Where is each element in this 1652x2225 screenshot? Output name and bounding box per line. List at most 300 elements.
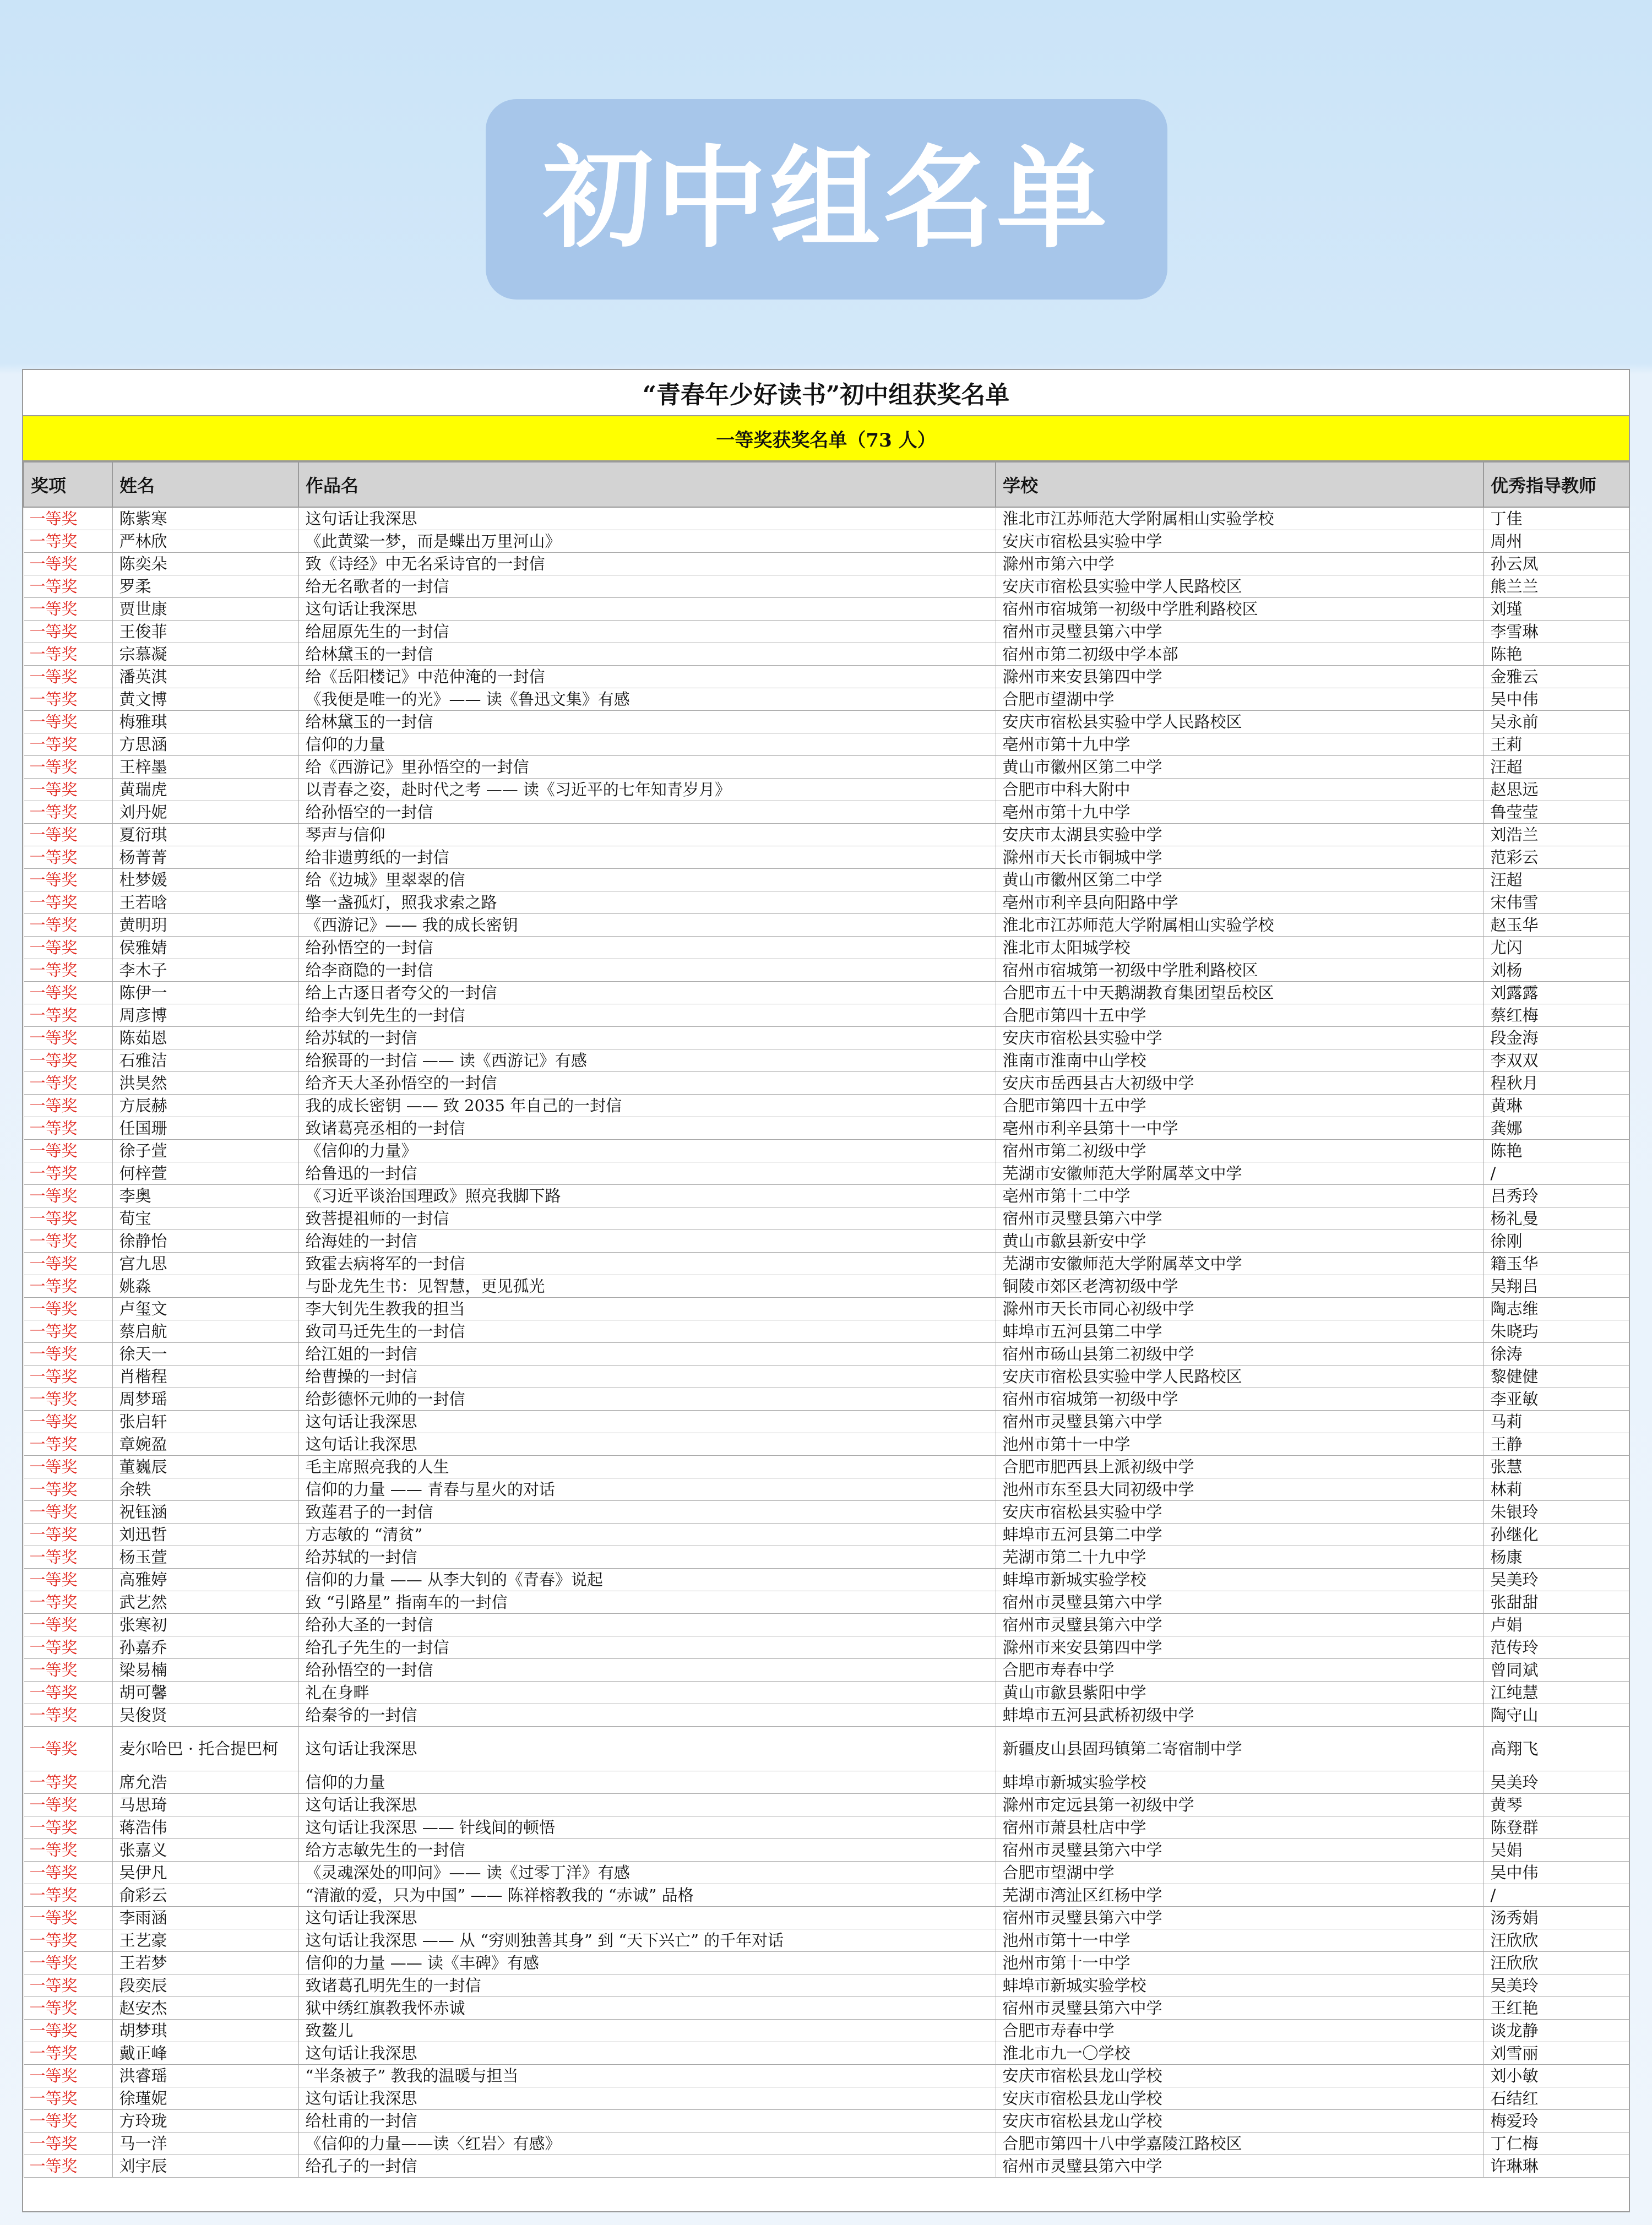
award-cell: 一等奖	[24, 1816, 112, 1839]
name-cell: 胡可馨	[112, 1682, 298, 1704]
name-cell: 王若晗	[112, 891, 298, 914]
table-row	[24, 507, 1629, 530]
work-cell: 致诸葛亮丞相的一封信	[298, 1117, 996, 1140]
work-cell: 给上古逐日者夸父的一封信	[298, 982, 996, 1004]
award-cell: 一等奖	[24, 1478, 112, 1501]
header-banner	[486, 99, 1167, 300]
table-row	[24, 1456, 1629, 1478]
table-row	[24, 2132, 1629, 2155]
teacher-cell: 马莉	[1483, 1411, 1629, 1433]
award-cell: 一等奖	[24, 1929, 112, 1952]
award-cell: 一等奖	[24, 824, 112, 846]
name-cell: 徐天一	[112, 1343, 298, 1366]
name-cell: 梅雅琪	[112, 711, 298, 733]
teacher-cell: 徐刚	[1483, 1230, 1629, 1253]
table-row	[24, 1727, 1629, 1771]
award-cell: 一等奖	[24, 1974, 112, 1997]
teacher-cell: 程秋月	[1483, 1072, 1629, 1095]
name-cell: 方思涵	[112, 733, 298, 756]
school-cell: 安庆市宿松县实验中学人民路校区	[996, 575, 1483, 598]
teacher-cell: 陶守山	[1483, 1704, 1629, 1727]
name-cell: 李木子	[112, 959, 298, 982]
school-cell: 宿州市灵璧县第六中学	[996, 1207, 1483, 1230]
school-cell: 宿州市宿城第一初级中学胜利路校区	[996, 598, 1483, 621]
work-cell: 给猴哥的一封信 —— 读《西游记》有感	[298, 1049, 996, 1072]
work-cell: 给孔子的一封信	[298, 2155, 996, 2178]
table-row	[24, 891, 1629, 914]
school-cell: 蚌埠市五河县第二中学	[996, 1320, 1483, 1343]
name-cell: 徐静怡	[112, 1230, 298, 1253]
teacher-cell: 徐涛	[1483, 1343, 1629, 1366]
name-cell: 俞彩云	[112, 1884, 298, 1907]
school-cell: 合肥市中科大附中	[996, 779, 1483, 801]
work-cell: 方志敏的 “清贫”	[298, 1524, 996, 1546]
teacher-cell: 吴永前	[1483, 711, 1629, 733]
award-cell: 一等奖	[24, 1524, 112, 1546]
teacher-cell: 刘瑾	[1483, 598, 1629, 621]
table-row	[24, 1275, 1629, 1298]
award-cell: 一等奖	[24, 1433, 112, 1456]
name-cell: 张嘉义	[112, 1839, 298, 1862]
table-row	[24, 1027, 1629, 1049]
school-cell: 宿州市第二初级中学本部	[996, 643, 1483, 666]
table-row	[24, 2042, 1629, 2065]
table-row	[24, 1614, 1629, 1636]
table-row	[24, 2087, 1629, 2110]
school-cell: 宿州市砀山县第二初级中学	[996, 1343, 1483, 1366]
table-row	[24, 1072, 1629, 1095]
table-row	[24, 1117, 1629, 1140]
name-cell: 张启轩	[112, 1411, 298, 1433]
name-cell: 王梓墨	[112, 756, 298, 779]
table-row	[24, 982, 1629, 1004]
header-work: 作品名	[298, 462, 996, 507]
work-cell: “清澈的爱，只为中国” —— 陈祥榕教我的 “赤诚” 品格	[298, 1884, 996, 1907]
school-cell: 滁州市来安县第四中学	[996, 1636, 1483, 1659]
teacher-cell: 籍玉华	[1483, 1253, 1629, 1275]
teacher-cell: 刘小敏	[1483, 2065, 1629, 2087]
work-cell: 礼在身畔	[298, 1682, 996, 1704]
table-row	[24, 846, 1629, 869]
work-cell: 这句话让我深思 —— 从 “穷则独善其身” 到 “天下兴亡” 的千年对话	[298, 1929, 996, 1952]
work-cell: 这句话让我深思	[298, 2087, 996, 2110]
award-cell: 一等奖	[24, 507, 112, 530]
school-cell: 滁州市来安县第四中学	[996, 666, 1483, 688]
teacher-cell: 周州	[1483, 530, 1629, 553]
table-row	[24, 869, 1629, 891]
school-cell: 合肥市望湖中学	[996, 688, 1483, 711]
work-cell: 《我便是唯一的光》—— 读《鲁迅文集》有感	[298, 688, 996, 711]
award-cell: 一等奖	[24, 1411, 112, 1433]
work-cell: 给齐天大圣孙悟空的一封信	[298, 1072, 996, 1095]
name-cell: 杜梦媛	[112, 869, 298, 891]
award-cell: 一等奖	[24, 1501, 112, 1524]
table-row	[24, 1816, 1629, 1839]
table-row	[24, 711, 1629, 733]
teacher-cell: 陈登群	[1483, 1816, 1629, 1839]
work-cell: 给海娃的一封信	[298, 1230, 996, 1253]
award-cell: 一等奖	[24, 1907, 112, 1929]
table-row	[24, 1298, 1629, 1320]
name-cell: 王若梦	[112, 1952, 298, 1974]
school-cell: 淮北市江苏师范大学附属相山实验学校	[996, 914, 1483, 937]
work-cell: 信仰的力量	[298, 1771, 996, 1794]
award-cell: 一等奖	[24, 1388, 112, 1411]
table-row	[24, 1907, 1629, 1929]
teacher-cell: 赵玉华	[1483, 914, 1629, 937]
work-cell: 给孙悟空的一封信	[298, 1659, 996, 1682]
name-cell: 刘宇辰	[112, 2155, 298, 2178]
award-cell: 一等奖	[24, 1794, 112, 1816]
school-cell: 宿州市灵璧县第六中学	[996, 1839, 1483, 1862]
work-cell: 这句话让我深思	[298, 1433, 996, 1456]
teacher-cell: 范传玲	[1483, 1636, 1629, 1659]
name-cell: 姚淼	[112, 1275, 298, 1298]
award-cell: 一等奖	[24, 1343, 112, 1366]
work-cell: 李大钊先生教我的担当	[298, 1298, 996, 1320]
work-cell: 信仰的力量 —— 从李大钊的《青春》说起	[298, 1569, 996, 1591]
name-cell: 刘迅哲	[112, 1524, 298, 1546]
table-row	[24, 937, 1629, 959]
award-cell: 一等奖	[24, 869, 112, 891]
award-cell: 一等奖	[24, 779, 112, 801]
teacher-cell: 朱银玲	[1483, 1501, 1629, 1524]
table-row	[24, 1343, 1629, 1366]
school-cell: 宿州市灵璧县第六中学	[996, 1614, 1483, 1636]
name-cell: 周彦博	[112, 1004, 298, 1027]
table-row	[24, 1862, 1629, 1884]
work-cell: 这句话让我深思	[298, 598, 996, 621]
award-cell: 一等奖	[24, 1275, 112, 1298]
teacher-cell: 江纯慧	[1483, 1682, 1629, 1704]
teacher-cell: 刘露露	[1483, 982, 1629, 1004]
name-cell: 徐瑾妮	[112, 2087, 298, 2110]
name-cell: 贾世康	[112, 598, 298, 621]
teacher-cell: 汪欣欣	[1483, 1952, 1629, 1974]
teacher-cell: 汪超	[1483, 869, 1629, 891]
teacher-cell: 李双双	[1483, 1049, 1629, 1072]
school-cell: 淮北市江苏师范大学附属相山实验学校	[996, 507, 1483, 530]
name-cell: 黄文博	[112, 688, 298, 711]
table-row	[24, 1659, 1629, 1682]
award-cell: 一等奖	[24, 1862, 112, 1884]
teacher-cell: 吴翔吕	[1483, 1275, 1629, 1298]
name-cell: 何梓萱	[112, 1162, 298, 1185]
name-cell: 宫九思	[112, 1253, 298, 1275]
table-row	[24, 1771, 1629, 1794]
school-cell: 亳州市利辛县向阳路中学	[996, 891, 1483, 914]
award-cell: 一等奖	[24, 711, 112, 733]
work-cell: 《习近平谈治国理政》照亮我脚下路	[298, 1185, 996, 1207]
name-cell: 陈伊一	[112, 982, 298, 1004]
table-row	[24, 959, 1629, 982]
teacher-cell: 金雅云	[1483, 666, 1629, 688]
work-cell: 《此黄粱一梦，而是蝶出万里河山》	[298, 530, 996, 553]
table-row	[24, 1185, 1629, 1207]
award-cell: 一等奖	[24, 1839, 112, 1862]
award-cell: 一等奖	[24, 1614, 112, 1636]
name-cell: 戴正峰	[112, 2042, 298, 2065]
name-cell: 陈奕朵	[112, 553, 298, 575]
award-cell: 一等奖	[24, 914, 112, 937]
school-cell: 黄山市徽州区第二中学	[996, 756, 1483, 779]
award-cell: 一等奖	[24, 575, 112, 598]
table-row	[24, 598, 1629, 621]
work-cell: 给《西游记》里孙悟空的一封信	[298, 756, 996, 779]
table-row	[24, 801, 1629, 824]
award-cell: 一等奖	[24, 1253, 112, 1275]
award-table	[23, 461, 1630, 2178]
name-cell: 高雅婷	[112, 1569, 298, 1591]
table-row	[24, 1997, 1629, 2020]
name-cell: 孙嘉乔	[112, 1636, 298, 1659]
table-row	[24, 1952, 1629, 1974]
work-cell: 信仰的力量 —— 青春与星火的对话	[298, 1478, 996, 1501]
work-cell: 《西游记》—— 我的成长密钥	[298, 914, 996, 937]
header-teacher: 优秀指导教师	[1483, 462, 1629, 507]
school-cell: 池州市第十一中学	[996, 1952, 1483, 1974]
teacher-cell: 吴美玲	[1483, 1569, 1629, 1591]
school-cell: 滁州市天长市同心初级中学	[996, 1298, 1483, 1320]
school-cell: 新疆皮山县固玛镇第二寄宿制中学	[996, 1727, 1483, 1771]
name-cell: 宗慕凝	[112, 643, 298, 666]
school-cell: 芜湖市第二十九中学	[996, 1546, 1483, 1569]
banner-title: 初中组名单	[542, 135, 1110, 263]
name-cell: 洪昊然	[112, 1072, 298, 1095]
name-cell: 陈茹恩	[112, 1027, 298, 1049]
table-row	[24, 2155, 1629, 2178]
work-cell: 致《诗经》中无名采诗官的一封信	[298, 553, 996, 575]
award-cell: 一等奖	[24, 2087, 112, 2110]
school-cell: 蚌埠市五河县武桥初级中学	[996, 1704, 1483, 1727]
teacher-cell: 孙继化	[1483, 1524, 1629, 1546]
work-cell: 给曹操的一封信	[298, 1366, 996, 1388]
teacher-cell: 李雪琳	[1483, 621, 1629, 643]
work-cell: 与卧龙先生书：见智慧，更见孤光	[298, 1275, 996, 1298]
teacher-cell: 陈艳	[1483, 643, 1629, 666]
school-cell: 蚌埠市新城实验学校	[996, 1569, 1483, 1591]
table-header-row	[24, 462, 1629, 507]
school-cell: 黄山市歙县紫阳中学	[996, 1682, 1483, 1704]
school-cell: 亳州市第十九中学	[996, 801, 1483, 824]
work-cell: 给屈原先生的一封信	[298, 621, 996, 643]
award-cell: 一等奖	[24, 801, 112, 824]
work-cell: 致莲君子的一封信	[298, 1501, 996, 1524]
work-cell: 给苏轼的一封信	[298, 1546, 996, 1569]
work-cell: 这句话让我深思	[298, 1907, 996, 1929]
school-cell: 黄山市歙县新安中学	[996, 1230, 1483, 1253]
name-cell: 侯雅婧	[112, 937, 298, 959]
school-cell: 安庆市宿松县实验中学人民路校区	[996, 711, 1483, 733]
table-row	[24, 621, 1629, 643]
teacher-cell: 杨康	[1483, 1546, 1629, 1569]
award-cell: 一等奖	[24, 1727, 112, 1771]
name-cell: 方辰赫	[112, 1095, 298, 1117]
work-cell: 致霍去病将军的一封信	[298, 1253, 996, 1275]
school-cell: 安庆市宿松县实验中学人民路校区	[996, 1366, 1483, 1388]
name-cell: 严林欣	[112, 530, 298, 553]
award-cell: 一等奖	[24, 643, 112, 666]
school-cell: 滁州市第六中学	[996, 553, 1483, 575]
school-cell: 淮北市太阳城学校	[996, 937, 1483, 959]
school-cell: 亳州市利辛县第十一中学	[996, 1117, 1483, 1140]
name-cell: 周梦瑶	[112, 1388, 298, 1411]
school-cell: 安庆市宿松县龙山学校	[996, 2110, 1483, 2132]
award-cell: 一等奖	[24, 1004, 112, 1027]
work-cell: 致 “引路星” 指南车的一封信	[298, 1591, 996, 1614]
school-cell: 宿州市灵璧县第六中学	[996, 1997, 1483, 2020]
work-cell: 给方志敏先生的一封信	[298, 1839, 996, 1862]
teacher-cell: /	[1483, 1162, 1629, 1185]
award-cell: 一等奖	[24, 1546, 112, 1569]
award-cell: 一等奖	[24, 1952, 112, 1974]
school-cell: 宿州市灵璧县第六中学	[996, 1907, 1483, 1929]
work-cell: 给彭德怀元帅的一封信	[298, 1388, 996, 1411]
work-cell: 这句话让我深思	[298, 2042, 996, 2065]
award-cell: 一等奖	[24, 1298, 112, 1320]
award-cell: 一等奖	[24, 1207, 112, 1230]
name-cell: 余轶	[112, 1478, 298, 1501]
table-row	[24, 1794, 1629, 1816]
table-row	[24, 756, 1629, 779]
teacher-cell: 黎健健	[1483, 1366, 1629, 1388]
award-cell: 一等奖	[24, 1997, 112, 2020]
award-list-sheet	[22, 369, 1630, 2212]
teacher-cell: 卢娟	[1483, 1614, 1629, 1636]
name-cell: 王艺豪	[112, 1929, 298, 1952]
work-cell: 给《岳阳楼记》中范仲淹的一封信	[298, 666, 996, 688]
award-cell: 一等奖	[24, 1456, 112, 1478]
award-cell: 一等奖	[24, 1117, 112, 1140]
table-row	[24, 1929, 1629, 1952]
name-cell: 刘丹妮	[112, 801, 298, 824]
school-cell: 蚌埠市新城实验学校	[996, 1974, 1483, 1997]
award-cell: 一等奖	[24, 1569, 112, 1591]
school-cell: 滁州市天长市铜城中学	[996, 846, 1483, 869]
table-row	[24, 2020, 1629, 2042]
teacher-cell: /	[1483, 1884, 1629, 1907]
school-cell: 宿州市第二初级中学	[996, 1140, 1483, 1162]
teacher-cell: 熊兰兰	[1483, 575, 1629, 598]
school-cell: 铜陵市郊区老湾初级中学	[996, 1275, 1483, 1298]
award-cell: 一等奖	[24, 1320, 112, 1343]
table-row	[24, 1884, 1629, 1907]
name-cell: 席允浩	[112, 1771, 298, 1794]
work-cell: 给无名歌者的一封信	[298, 575, 996, 598]
teacher-cell: 蔡红梅	[1483, 1004, 1629, 1027]
teacher-cell: 刘浩兰	[1483, 824, 1629, 846]
award-cell: 一等奖	[24, 1591, 112, 1614]
work-cell: 毛主席照亮我的人生	[298, 1456, 996, 1478]
table-row	[24, 1004, 1629, 1027]
table-body	[24, 507, 1629, 2178]
school-cell: 合肥市第四十五中学	[996, 1004, 1483, 1027]
award-cell: 一等奖	[24, 2155, 112, 2178]
work-cell: 给孙悟空的一封信	[298, 801, 996, 824]
work-cell: 这句话让我深思	[298, 1794, 996, 1816]
table-row	[24, 575, 1629, 598]
teacher-cell: 王静	[1483, 1433, 1629, 1456]
work-cell: 给《边城》里翠翠的信	[298, 869, 996, 891]
work-cell: 给杜甫的一封信	[298, 2110, 996, 2132]
school-cell: 安庆市太湖县实验中学	[996, 824, 1483, 846]
table-row	[24, 733, 1629, 756]
table-row	[24, 2065, 1629, 2087]
award-cell: 一等奖	[24, 2110, 112, 2132]
teacher-cell: 许琳琳	[1483, 2155, 1629, 2178]
school-cell: 宿州市灵璧县第六中学	[996, 2155, 1483, 2178]
school-cell: 黄山市徽州区第二中学	[996, 869, 1483, 891]
teacher-cell: 刘杨	[1483, 959, 1629, 982]
name-cell: 麦尔哈巴 · 托合提巴柯	[112, 1727, 298, 1771]
work-cell: 给李商隐的一封信	[298, 959, 996, 982]
award-cell: 一等奖	[24, 1682, 112, 1704]
name-cell: 章婉盈	[112, 1433, 298, 1456]
school-cell: 池州市东至县大同初级中学	[996, 1478, 1483, 1501]
name-cell: 祝钰涵	[112, 1501, 298, 1524]
table-row	[24, 914, 1629, 937]
work-cell: 给孙悟空的一封信	[298, 937, 996, 959]
award-cell: 一等奖	[24, 937, 112, 959]
teacher-cell: 梅爱玲	[1483, 2110, 1629, 2132]
teacher-cell: 鲁莹莹	[1483, 801, 1629, 824]
award-cell: 一等奖	[24, 688, 112, 711]
work-cell: 《信仰的力量——读〈红岩〉有感》	[298, 2132, 996, 2155]
table-row	[24, 1253, 1629, 1275]
school-cell: 安庆市宿松县龙山学校	[996, 2065, 1483, 2087]
teacher-cell: 陶志维	[1483, 1298, 1629, 1320]
teacher-cell: 朱晓玙	[1483, 1320, 1629, 1343]
name-cell: 李雨涵	[112, 1907, 298, 1929]
table-row	[24, 666, 1629, 688]
name-cell: 李奥	[112, 1185, 298, 1207]
award-cell: 一等奖	[24, 1072, 112, 1095]
teacher-cell: 陈艳	[1483, 1140, 1629, 1162]
award-cell: 一等奖	[24, 1185, 112, 1207]
school-cell: 合肥市寿春中学	[996, 2020, 1483, 2042]
teacher-cell: 张甜甜	[1483, 1591, 1629, 1614]
name-cell: 潘英淇	[112, 666, 298, 688]
work-cell: 致鳌儿	[298, 2020, 996, 2042]
table-row	[24, 1411, 1629, 1433]
teacher-cell: 李亚敏	[1483, 1388, 1629, 1411]
school-cell: 合肥市肥西县上派初级中学	[996, 1456, 1483, 1478]
work-cell: “半条被子” 教我的温暖与担当	[298, 2065, 996, 2087]
table-row	[24, 688, 1629, 711]
name-cell: 方玲珑	[112, 2110, 298, 2132]
work-cell: 给非遗剪纸的一封信	[298, 846, 996, 869]
school-cell: 淮南市淮南中山学校	[996, 1049, 1483, 1072]
award-cell: 一等奖	[24, 2065, 112, 2087]
name-cell: 蔡启航	[112, 1320, 298, 1343]
header-school: 学校	[996, 462, 1483, 507]
name-cell: 段奕辰	[112, 1974, 298, 1997]
award-cell: 一等奖	[24, 1704, 112, 1727]
work-cell: 致诸葛孔明先生的一封信	[298, 1974, 996, 1997]
award-cell: 一等奖	[24, 1095, 112, 1117]
table-row	[24, 1095, 1629, 1117]
name-cell: 胡梦琪	[112, 2020, 298, 2042]
award-cell: 一等奖	[24, 733, 112, 756]
name-cell: 洪睿瑶	[112, 2065, 298, 2087]
table-row	[24, 824, 1629, 846]
table-row	[24, 1974, 1629, 1997]
name-cell: 杨玉萱	[112, 1546, 298, 1569]
teacher-cell: 龚娜	[1483, 1117, 1629, 1140]
teacher-cell: 尤闪	[1483, 937, 1629, 959]
award-cell: 一等奖	[24, 553, 112, 575]
table-row	[24, 1839, 1629, 1862]
